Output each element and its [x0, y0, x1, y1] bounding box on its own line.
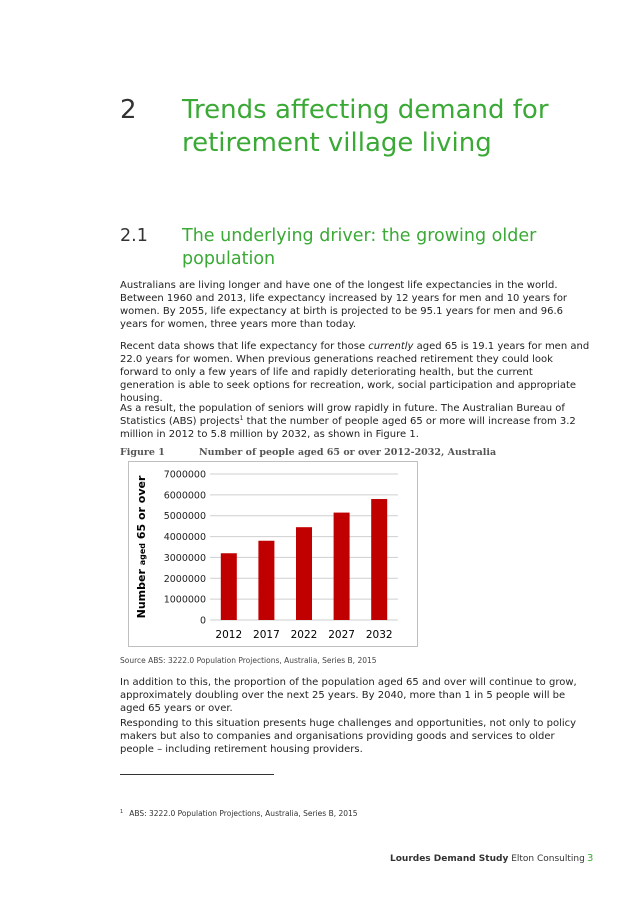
y-axis-label-part-c: 65 or over: [135, 475, 148, 544]
x-tick-label: 2017: [253, 629, 280, 641]
figure-title: Number of people aged 65 or over 2012-2032, Australia: [199, 447, 497, 458]
page-footer: [390, 854, 600, 864]
y-tick-label: 0: [199, 615, 206, 627]
bar-chart-svg: [128, 461, 418, 647]
paragraph-recent-data: [120, 340, 590, 405]
bar-2027: [334, 513, 350, 620]
x-tick-label: 2027: [328, 629, 355, 641]
footnote-divider: [120, 774, 274, 775]
footnote: [120, 809, 358, 818]
paragraph-population-growth-text-b: that the number of people aged 65 or more will increase from 3.2 million in 2012 to 5.8 million by 2032, as shown in Figure 1.: [120, 416, 576, 440]
bar-2022: [296, 527, 312, 620]
section-title: The underlying driver: the growing older population: [182, 226, 537, 269]
x-tick-labels: [215, 629, 392, 641]
paragraph-proportion: In addition to this, the proportion of the population aged 65 and over will continue to grow, approximately doubling over the next 25 years. By 2040, more than 1 in 5 people will be aged 65 years or over.: [120, 677, 577, 714]
footer-document-title: Lourdes Demand Study: [390, 854, 509, 864]
paragraph-challenges: Responding to this situation presents huge challenges and opportunities, not only to policy makers but also to companies and organisations providing goods and services to older people – including retirement housing providers.: [120, 718, 577, 755]
y-tick-label: 1000000: [163, 594, 206, 606]
footnote-reference[interactable]: 1: [239, 415, 244, 422]
page-number: 3: [587, 853, 594, 864]
bar-2032: [371, 499, 387, 620]
y-tick-label: 3000000: [163, 552, 206, 564]
figure-label: Figure 1: [120, 447, 165, 458]
figure-source: Source ABS: 3222.0 Population Projections, Australia, Series B, 2015: [120, 656, 377, 665]
y-tick-label: 5000000: [163, 511, 206, 523]
y-tick-label: 4000000: [163, 532, 206, 544]
footnote-text: ABS: 3222.0 Population Projections, Australia, Series B, 2015: [129, 809, 358, 818]
bar-2012: [221, 553, 237, 620]
y-tick-label: 2000000: [163, 573, 206, 585]
x-tick-label: 2012: [215, 629, 243, 641]
footnote-number: 1: [120, 809, 124, 815]
x-tick-label: 2022: [290, 629, 318, 641]
y-tick-label: 6000000: [163, 490, 206, 502]
chapter-title: Trends affecting demand for retirement village living: [182, 95, 549, 158]
y-axis-label-part-b: aged: [138, 543, 147, 566]
section-number: 2.1: [120, 226, 148, 246]
chapter-number: 2: [120, 95, 137, 125]
y-axis-label-part-a: Number: [135, 565, 148, 619]
bar-2017: [258, 541, 274, 620]
paragraph-population-growth-text-a: As a result, the population of seniors will grow rapidly in future. The Australian Bureau of Statistics (ABS) projects: [120, 403, 565, 427]
bar-chart: [128, 461, 418, 647]
footer-company: Elton Consulting: [511, 854, 585, 864]
paragraph-life-expectancy: Australians are living longer and have one of the longest life expectancies in the world. Between 1960 and 2013, life expectancy increased by 12 years for men and 10 years for women. By 2055, life expectancy at birth is projected to be 95.1 years for men and 96.6 years for women, three years more than today.: [120, 280, 568, 330]
paragraph-recent-data-text-b: aged 65 is 19.1 years for men and 22.0 years for women. When previous generations reached retirement they could look forward to only a few years of life and rapidly deteriorating health, but the current generation is able to seek options for recreation, work, social participation and appropriate housing.: [120, 341, 590, 404]
y-tick-label: 7000000: [163, 469, 206, 481]
paragraph-population-growth: [120, 402, 590, 441]
paragraph-recent-data-text-a: Recent data shows that life expectancy for those: [120, 341, 369, 352]
x-tick-label: 2032: [365, 629, 393, 641]
emphasis-currently: currently: [368, 341, 414, 352]
